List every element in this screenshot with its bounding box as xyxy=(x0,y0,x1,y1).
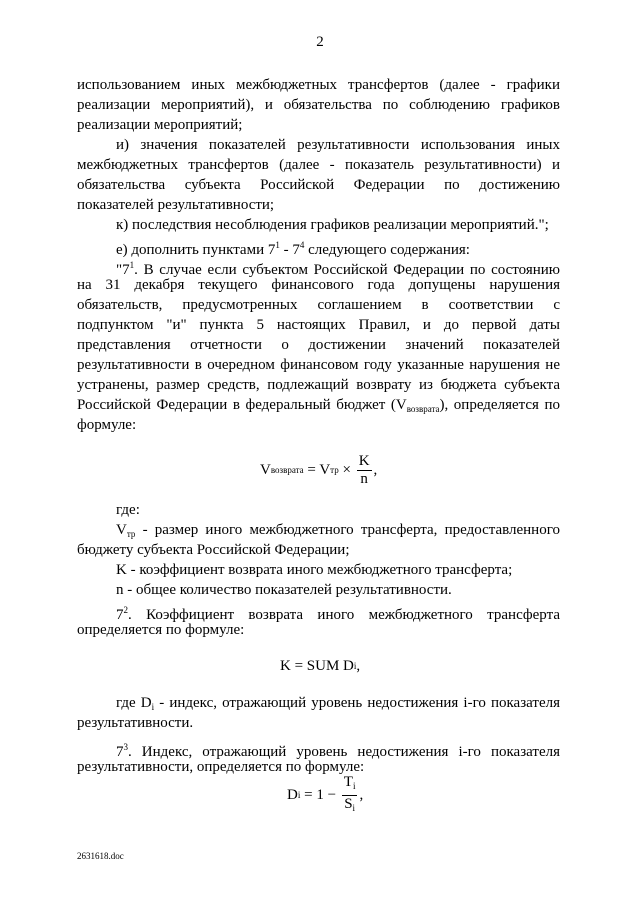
formula-times: × xyxy=(338,461,355,478)
formula-index xyxy=(287,772,363,818)
formula-lhs: V xyxy=(260,461,271,478)
text-line: результативности в очередном финансовом году указанные нарушения не xyxy=(77,357,560,373)
text-line: формуле: xyxy=(77,417,137,433)
text-line: и) значения показателей результативности использования иных xyxy=(116,137,560,153)
formula-numerator: K xyxy=(358,452,370,469)
text-segment: "7 xyxy=(116,262,130,278)
formula-lhs-subscript: возврата xyxy=(270,465,304,475)
superscript: 1 xyxy=(275,240,280,250)
formula-subscript: тр xyxy=(330,465,339,475)
text-line: бюджету субъекта Российской Федерации; xyxy=(77,542,350,558)
formula-text: K = SUM D xyxy=(280,657,354,674)
footer-filename: 2631618.doc xyxy=(77,851,124,861)
text-segment: е) дополнить пунктами 7 xyxy=(116,242,276,258)
formula-denominator xyxy=(342,796,357,817)
text-segment: - индекс, отражающий уровень недостижения i-го показателя xyxy=(154,695,560,711)
text-line: устранены, размер средств, подлежащий возврату из бюджета субъекта xyxy=(77,377,560,393)
formula-tail: , xyxy=(356,657,361,674)
text-segment: . Коэффициент возврата иного межбюджетного трансферта xyxy=(128,607,560,623)
text-line: подпунктом "и" пункта 5 настоящих Правил, и до первой даты xyxy=(77,317,560,333)
denominator-symbol: S xyxy=(344,795,353,812)
superscript: 2 xyxy=(123,605,128,615)
superscript: 4 xyxy=(299,240,305,250)
subscript: возврата xyxy=(406,404,440,414)
formula-coefficient xyxy=(280,655,360,677)
formula-tail: , xyxy=(373,461,378,478)
formula-denominator: n xyxy=(360,470,368,487)
text-segment: 7 xyxy=(116,607,124,623)
text-segment: . В случае если субъектом Российской Федерации по состоянию xyxy=(134,262,560,278)
text-line: обязательства субъекта Российской Федерации по достижению xyxy=(77,177,560,193)
text-line: представления отчетности о достижении значений показателей xyxy=(77,337,560,353)
formula-return-amount xyxy=(260,448,377,492)
text-line: реализации мероприятий; xyxy=(77,117,243,133)
text-line: использованием иных межбюджетных трансфертов (далее - графики xyxy=(77,77,560,93)
formula-fraction xyxy=(342,774,358,817)
text-segment: 7 xyxy=(116,744,124,760)
text-line: к) последствия несоблюдения графиков реализации мероприятий."; xyxy=(116,217,549,233)
text-line: показателей результативности; xyxy=(77,197,275,213)
subscript: тр xyxy=(126,529,136,539)
formula-equals: = 1 − xyxy=(300,786,340,803)
text-segment: ), определяется по xyxy=(439,397,560,413)
text-line: реализации мероприятий), и обязательства по соблюдению графиков xyxy=(77,97,560,113)
text-segment: следующего содержания: xyxy=(304,242,470,258)
numerator-subscript: i xyxy=(352,780,356,791)
text-segment: V xyxy=(116,522,127,538)
formula-fraction xyxy=(357,453,372,488)
denominator-subscript: i xyxy=(352,802,356,813)
subscript: i xyxy=(151,702,155,712)
formula-numerator xyxy=(342,774,358,796)
text-line: на 31 декабря текущего финансового года допущены нарушения xyxy=(77,277,560,293)
text-line: обязательств, предусмотренных соглашением в соответствии с xyxy=(77,297,560,313)
text-segment: - размер иного межбюджетного трансферта, предоставленного xyxy=(135,522,560,538)
text-line: K - коэффициент возврата иного межбюджетного трансферта; xyxy=(116,562,513,578)
numerator-symbol: T xyxy=(343,773,353,790)
superscript: 1 xyxy=(129,260,135,270)
text-line: межбюджетных трансфертов (далее - показатель результативности) и xyxy=(77,157,560,173)
text-line: результативности. xyxy=(77,715,194,731)
formula-lhs: D xyxy=(287,786,298,803)
text-line: где: xyxy=(116,502,140,518)
text-line: n - общее количество показателей результативности. xyxy=(116,582,452,598)
formula-subscript: i xyxy=(353,661,357,671)
text-segment: . Индекс, отражающий уровень недостижения i-го показателя xyxy=(128,744,560,760)
formula-tail: , xyxy=(359,786,364,803)
superscript: 3 xyxy=(123,742,128,752)
text-line: определяется по формуле: xyxy=(77,622,245,638)
text-line: результативности, определяется по формуле: xyxy=(77,759,365,775)
page-number: 2 xyxy=(316,34,324,50)
text-segment: Российской Федерации в федеральный бюджет (V xyxy=(77,397,407,413)
formula-equals: = V xyxy=(303,461,331,478)
text-segment: - 7 xyxy=(279,242,300,258)
text-segment: где D xyxy=(116,695,152,711)
formula-lhs-subscript: i xyxy=(297,790,301,800)
